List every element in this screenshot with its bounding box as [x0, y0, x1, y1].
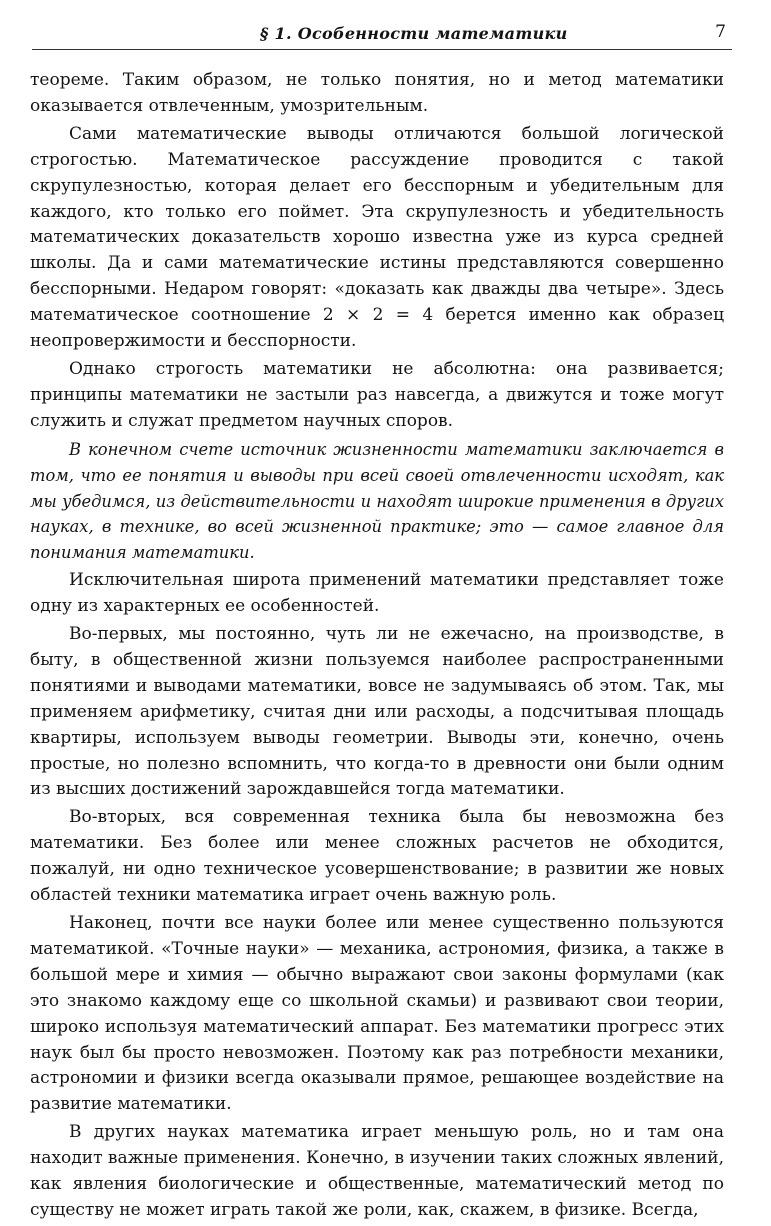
paragraph-5: Исключительная широта применений математики представляет тоже одну из характерных ее особенностей.: [30, 570, 724, 617]
header-rule: [32, 49, 732, 50]
page-number: 7: [715, 22, 726, 42]
paragraph-6: Во-первых, мы постоянно, чуть ли не ежечасно, на производстве, в быту, в общественной жизни пользуемся наиболее распространенными понятиями и выводами математики, вовсе не задумываясь об этом. Так, мы применяем арифметику, считая дни или расходы, а подсчитывая площадь квартиры, используем выводы геометрии. Выводы эти, конечно, очень простые, но полезно вспомнить, что когда-то в древности они были одним из высших достижений зарождавшейся тогда математики.: [30, 624, 724, 800]
paragraph-1: теореме. Таким образом, не только понятия, но и метод математики оказывается отвлеченным, умозрительным.: [30, 70, 724, 116]
paragraph-7: Во-вторых, вся современная техника была бы невозможна без математики. Без более или менее сложных расчетов не обходится, пожалуй, ни одно техническое усовершенствование; в развитии же новых областей техники математика играет очень важную роль.: [30, 807, 724, 906]
paragraph-3: Однако строгость математики не абсолютна: она развивается; принципы математики не застыли раз навсегда, а движутся и тоже могут служить и служат предметом научных споров.: [30, 358, 724, 431]
running-header: [32, 18, 732, 50]
paragraph-8: Наконец, почти все науки более или менее существенно пользуются математикой. «Точные науки» — механика, астрономия, физика, а также в большой мере и химия — обычно выражают свои законы формулами (как это знакомо каждому еще со школьной скамьи) и развивают свои теории, широко используя математический аппарат. Без математики прогресс этих наук был бы просто невозможен. Поэтому как раз потребности механики, астрономии и физики всегда оказывали прямое, решающее воздействие на развитие математики.: [30, 913, 724, 1115]
running-header-title: § 1. Особенности математики: [260, 24, 568, 43]
paragraph-4-italic: В конечном счете источник жизненности математики заключается в том, что ее понятия и выводы при всей своей отвлеченности исходят, как мы убедимся, из действительности и находят широкие применения в других науках, в технике, во всей жизненной практике; это — самое главное для понимания математики.: [30, 439, 724, 563]
page-body: [30, 68, 724, 1226]
paragraph-2: Сами математические выводы отличаются большой логической строгостью. Математическое рассуждение проводится с такой скрупулезностью, которая делает его бесспорным и убедительным для каждого, кто только его поймет. Эта скрупулезность и убедительность математических доказательств хорошо известна уже из курса средней школы. Да и сами математические истины представляются совершенно бесспорными. Недаром говорят: «доказать как дважды два четыре». Здесь математическое соотношение 2 × 2 = 4 берется именно как образец неопровержимости и бесспорности.: [30, 123, 724, 352]
paragraph-9: В других науках математика играет меньшую роль, но и там она находит важные применения. Конечно, в изучении таких сложных явлений, как явления биологические и общественные, математический метод по существу не может играть такой же роли, как, скажем, в физике. Всегда,: [30, 1122, 724, 1220]
